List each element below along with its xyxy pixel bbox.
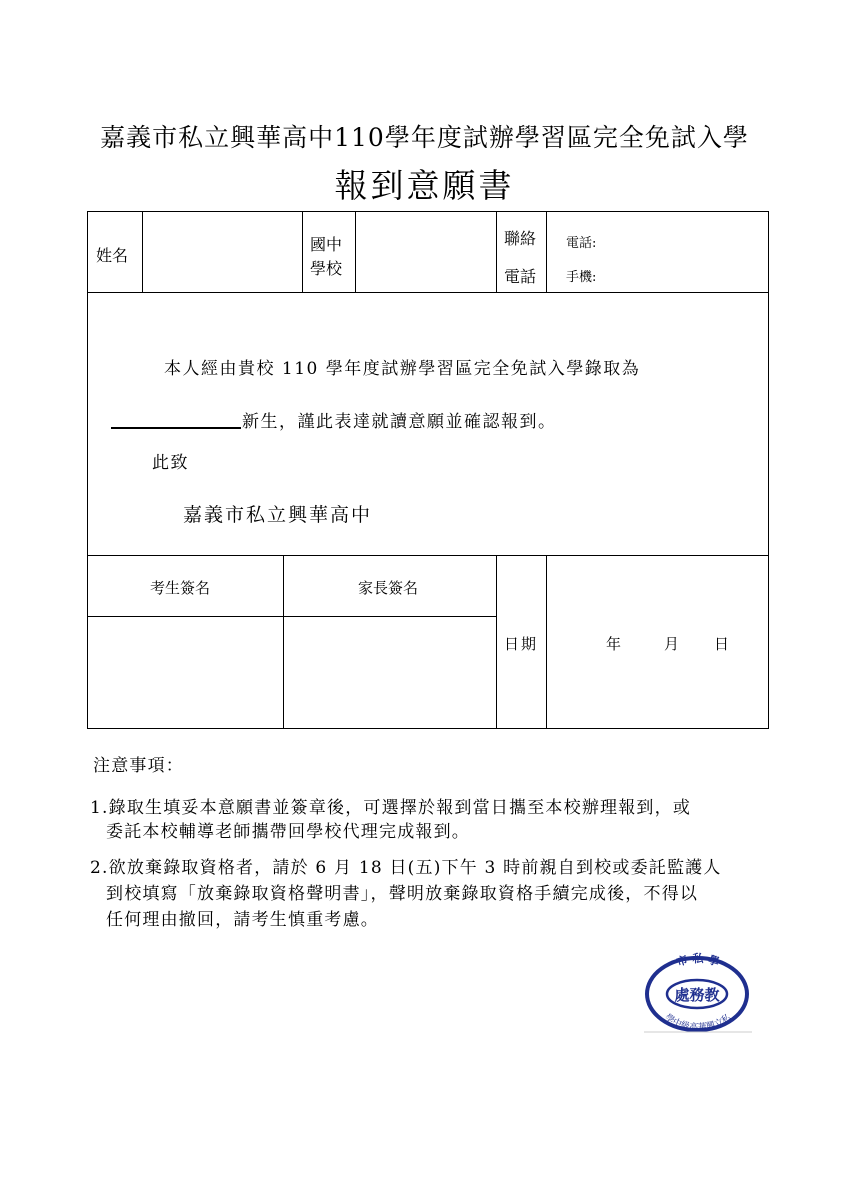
name-field[interactable] <box>144 213 300 290</box>
parent-signature-label: 家長簽名 <box>358 579 419 597</box>
note-item-2-line2: 到校填寫「放棄錄取資格聲明書」，聲明放棄錄取資格手續完成後，不得以 <box>106 884 699 904</box>
school-seal-stamp <box>640 952 754 1034</box>
school-field[interactable] <box>357 213 494 290</box>
statement-line1: 本人經由貴校 110 學年度試辦學習區完全免試入學錄取為 <box>164 359 641 379</box>
admission-type-blank[interactable] <box>111 427 241 429</box>
contact-label-line2: 電話 <box>504 267 537 286</box>
page-subtitle: 報到意願書 <box>334 166 515 205</box>
seal-center-text: 處務教 <box>674 986 720 1004</box>
divider <box>496 555 497 729</box>
divider <box>142 211 143 292</box>
date-day-label: 日 <box>714 635 730 653</box>
note-item-1-line1: 1.錄取生填妥本意願書並簽章後，可選擇於報到當日攜至本校辦理報到，或 <box>90 798 692 818</box>
divider <box>283 555 284 729</box>
divider <box>546 555 547 729</box>
student-signature-field[interactable] <box>89 618 281 727</box>
seal-bottom-text: 學中級高華興立私 <box>662 1012 734 1034</box>
divider <box>87 555 769 556</box>
note-item-1-line2: 委託本校輔導老師攜帶回學校代理完成報到。 <box>106 822 470 842</box>
divider <box>546 211 547 292</box>
svg-text:學中級高華興立私 <box>663 1011 734 1033</box>
divider <box>302 211 303 292</box>
name-label: 姓名 <box>96 246 129 265</box>
note-item-2-line3: 任何理由撤回，請考生慎重考慮。 <box>106 910 379 930</box>
date-label: 日期 <box>504 635 539 653</box>
mobile-label: 手機: <box>566 270 597 285</box>
svg-text:市 私 學 <box>675 952 722 969</box>
contact-label-line1: 聯絡 <box>504 229 537 248</box>
student-signature-label: 考生簽名 <box>150 579 211 597</box>
seal-top-text: 市 私 學 <box>675 952 721 969</box>
date-month-label: 月 <box>664 635 680 653</box>
phone-label: 電話: <box>566 236 597 251</box>
salutation: 此致 <box>152 453 189 473</box>
notes-heading: 注意事項： <box>93 756 184 776</box>
phone-field[interactable] <box>610 224 760 250</box>
note-item-2-line1: 2.欲放棄錄取資格者，請於 6 月 18 日(五)下午 3 時前親自到校或委託監護人 <box>90 858 722 878</box>
divider <box>355 211 356 292</box>
date-year-label: 年 <box>606 635 622 653</box>
divider <box>87 616 496 617</box>
page-title: 嘉義市私立興華高中110學年度試辦學習區完全免試入學 <box>100 123 749 152</box>
mobile-field[interactable] <box>610 258 760 284</box>
divider <box>496 211 497 292</box>
school-label-line2: 學校 <box>310 259 343 278</box>
statement-line2: 新生，謹此表達就讀意願並確認報到。 <box>242 412 557 432</box>
recipient: 嘉義市私立興華高中 <box>183 504 373 526</box>
divider <box>87 292 769 293</box>
school-label-line1: 國中 <box>310 235 343 254</box>
parent-signature-field[interactable] <box>285 618 494 727</box>
